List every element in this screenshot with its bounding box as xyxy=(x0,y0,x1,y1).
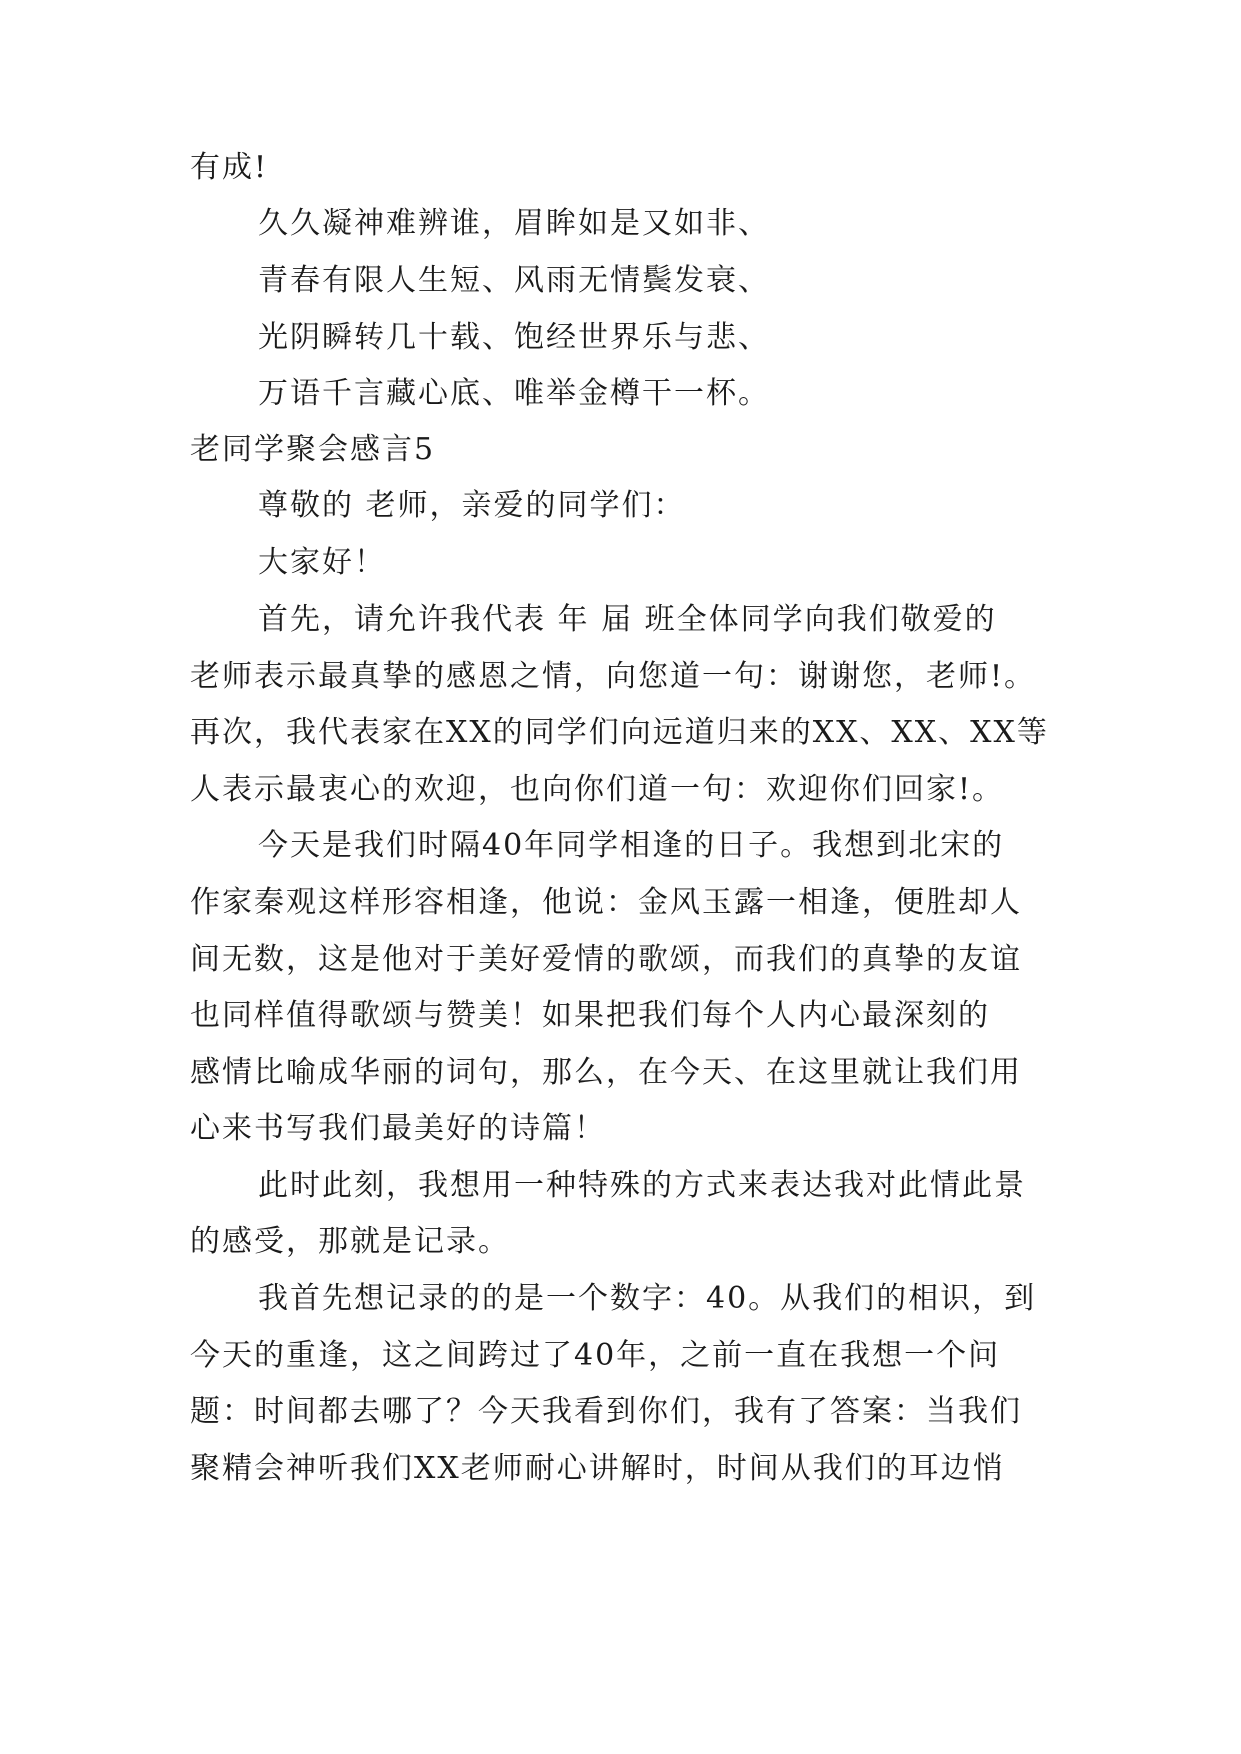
paragraph-line: 心来书写我们最美好的诗篇！ xyxy=(190,1111,606,1146)
text-line: 有成! xyxy=(190,150,269,185)
paragraph-line: 聚精会神听我们XX老师耐心讲解时，时间从我们的耳边悄 xyxy=(190,1451,1005,1486)
paragraph-line: 感情比喻成华丽的词句，那么，在今天、在这里就让我们用 xyxy=(190,1055,1022,1090)
paragraph-line: 此时此刻，我想用一种特殊的方式来表达我对此情此景 xyxy=(258,1168,1026,1203)
poem-line: 光阴瞬转几十载、饱经世界乐与悲、 xyxy=(258,320,770,355)
paragraph-line: 我首先想记录的的是一个数字：40。从我们的相识，到 xyxy=(258,1281,1037,1316)
greeting: 大家好！ xyxy=(258,545,386,580)
paragraph-line: 再次，我代表家在XX的同学们向远道归来的XX、XX、XX等 xyxy=(190,715,1049,750)
salutation: 尊敬的 老师，亲爱的同学们： xyxy=(258,488,686,523)
paragraph-line: 人表示最衷心的欢迎，也向你们道一句：欢迎你们回家!。 xyxy=(190,772,1005,807)
paragraph-line: 今天是我们时隔40年同学相逢的日子。我想到北宋的 xyxy=(258,828,1005,863)
paragraph-line: 的感受，那就是记录。 xyxy=(190,1224,510,1259)
poem-line: 万语千言藏心底、唯举金樽干一杯。 xyxy=(258,376,770,411)
poem-line: 久久凝神难辨谁，眉眸如是又如非、 xyxy=(258,206,770,241)
section-heading: 老同学聚会感言5 xyxy=(190,432,436,467)
paragraph-line: 作家秦观这样形容相逢，他说：金风玉露一相逢，便胜却人 xyxy=(190,885,1022,920)
paragraph-line: 今天的重逢，这之间跨过了40年，之前一直在我想一个问 xyxy=(190,1338,1001,1373)
paragraph-line: 老师表示最真挚的感恩之情，向您道一句：谢谢您，老师!。 xyxy=(190,659,1037,694)
paragraph-line: 首先，请允许我代表 年 届 班全体同学向我们敬爱的 xyxy=(258,602,997,637)
paragraph-line: 也同样值得歌颂与赞美！如果把我们每个人内心最深刻的 xyxy=(190,998,990,1033)
paragraph-line: 题：时间都去哪了？今天我看到你们，我有了答案：当我们 xyxy=(190,1394,1022,1429)
poem-line: 青春有限人生短、风雨无情鬓发衰、 xyxy=(258,263,770,298)
paragraph-line: 间无数，这是他对于美好爱情的歌颂，而我们的真挚的友谊 xyxy=(190,942,1022,977)
